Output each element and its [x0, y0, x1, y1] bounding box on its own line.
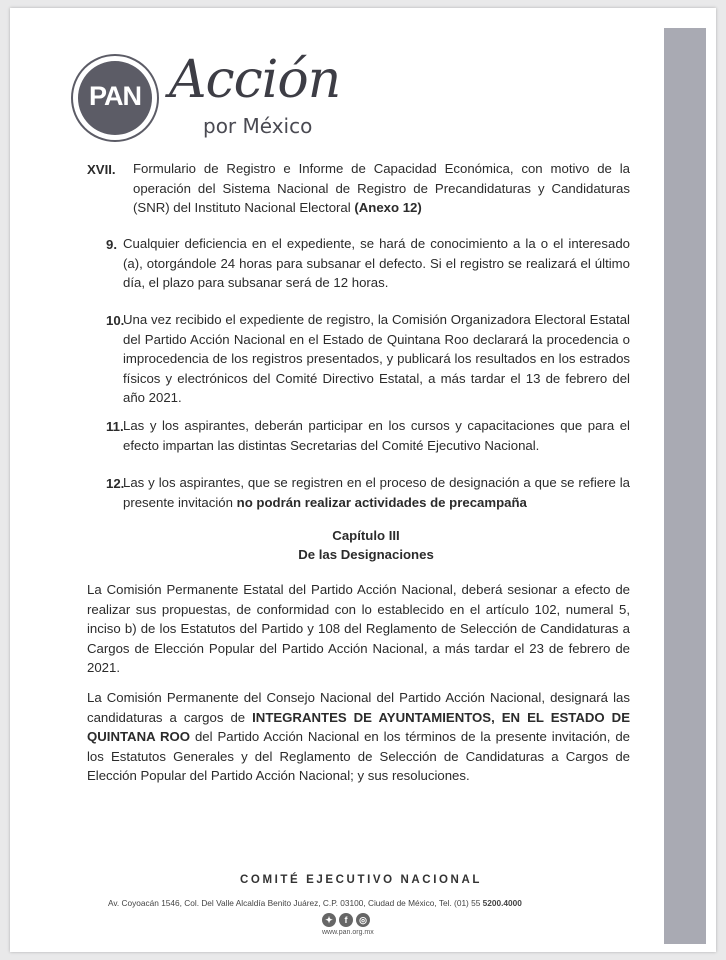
item-text: Formulario de Registro e Informe de Capacidad Económica, con motivo de la operación del Sistema Nacional de Registro de Precandidaturas y Candidaturas (SNR) del Instituto Nacional Electoral: [133, 161, 630, 215]
footer-website[interactable]: www.pan.org.mx: [322, 929, 374, 936]
por-mexico-logo-text: por México: [203, 114, 313, 138]
item-bold-text: (Anexo 12): [354, 200, 422, 215]
chapter-subtitle: De las Designaciones: [298, 547, 434, 562]
pan-logo-text: PAN: [88, 81, 141, 111]
side-band: [664, 28, 706, 944]
item-text: Las y los aspirantes, que se registren en el proceso de designación a que se refiere la presente invitación: [123, 475, 630, 510]
footer-phone: 5200.4000: [482, 898, 522, 908]
list-item: [123, 310, 630, 408]
paragraph: [87, 688, 630, 786]
item-number: 11.: [106, 419, 124, 434]
pan-logo: [73, 46, 363, 146]
facebook-icon[interactable]: f: [339, 913, 353, 927]
item-number: XVII.: [87, 162, 116, 177]
item-text: Cualquier deficiencia en el expediente, se hará de conocimiento a la o el interesado (a), otorgándole 24 horas para subsanar el defecto. Si el registro se realizará el último día, el plazo para subsanar será de 12 horas.: [123, 236, 630, 290]
item-bold-text: no podrán realizar actividades de precampaña: [236, 494, 527, 510]
paragraph-text: La Comisión Permanente del Consejo Nacional del Partido Acción Nacional, designará las candidaturas a cargos de: [87, 690, 630, 725]
instagram-icon[interactable]: ◎: [356, 913, 370, 927]
list-item: [123, 234, 630, 293]
list-item: [133, 159, 630, 218]
footer-address: [108, 898, 628, 908]
item-text: Las y los aspirantes, deberán participar en los cursos y capacitaciones que para el efecto impartan las distintas Secretarias del Comité Ejecutivo Nacional.: [123, 418, 630, 453]
list-item: [123, 416, 630, 455]
paragraph-bold-text: INTEGRANTES DE AYUNTAMIENTOS, EN EL ESTADO DE QUINTANA ROO: [87, 709, 631, 744]
social-icons: [322, 910, 378, 928]
item-number: 9.: [106, 237, 117, 252]
accion-logo-text: Acción: [169, 50, 341, 110]
item-text: Una vez recibido el expediente de registro, la Comisión Organizadora Electoral Estatal del Partido Acción Nacional en el Estado de Quintana Roo declarará la procedencia o improcedencia de los registros presentados, y publicará los resultados en los estrados físicos y electrónicos del Comité Directivo Estatal, a más tardar el 13 de febrero del año 2021.: [123, 312, 630, 405]
twitter-icon[interactable]: ✦: [322, 913, 336, 927]
list-item: [123, 473, 630, 512]
paragraph: La Comisión Permanente Estatal del Partido Acción Nacional, deberá sesionar a efecto de realizar sus propuestas, de conformidad con lo establecido en el artículo 102, numeral 5, inciso b) de los Estatutos del Partido y 108 del Reglamento de Selección de Candidaturas a Cargos de Elección Popular del Partido Acción Nacional, a más tardar el 23 de febrero de 2021.: [87, 582, 630, 675]
paragraph-text: del Partido Acción Nacional en los términos de la presente invitación, de los Estatutos Generales y del Reglamento de Selección de Candidaturas a Cargos de Elección Popular del Partido Acción Nacional; y sus resoluciones.: [87, 729, 630, 783]
item-number: 12.: [106, 476, 125, 491]
chapter-title: Capítulo III: [332, 528, 400, 543]
footer-address-text: Av. Coyoacán 1546, Col. Del Valle Alcaldía Benito Juárez, C.P. 03100, Ciudad de México, Tel. (01) 55: [108, 898, 481, 908]
item-number: 10.: [106, 313, 125, 328]
footer-title: COMITÉ EJECUTIVO NACIONAL: [240, 874, 482, 886]
